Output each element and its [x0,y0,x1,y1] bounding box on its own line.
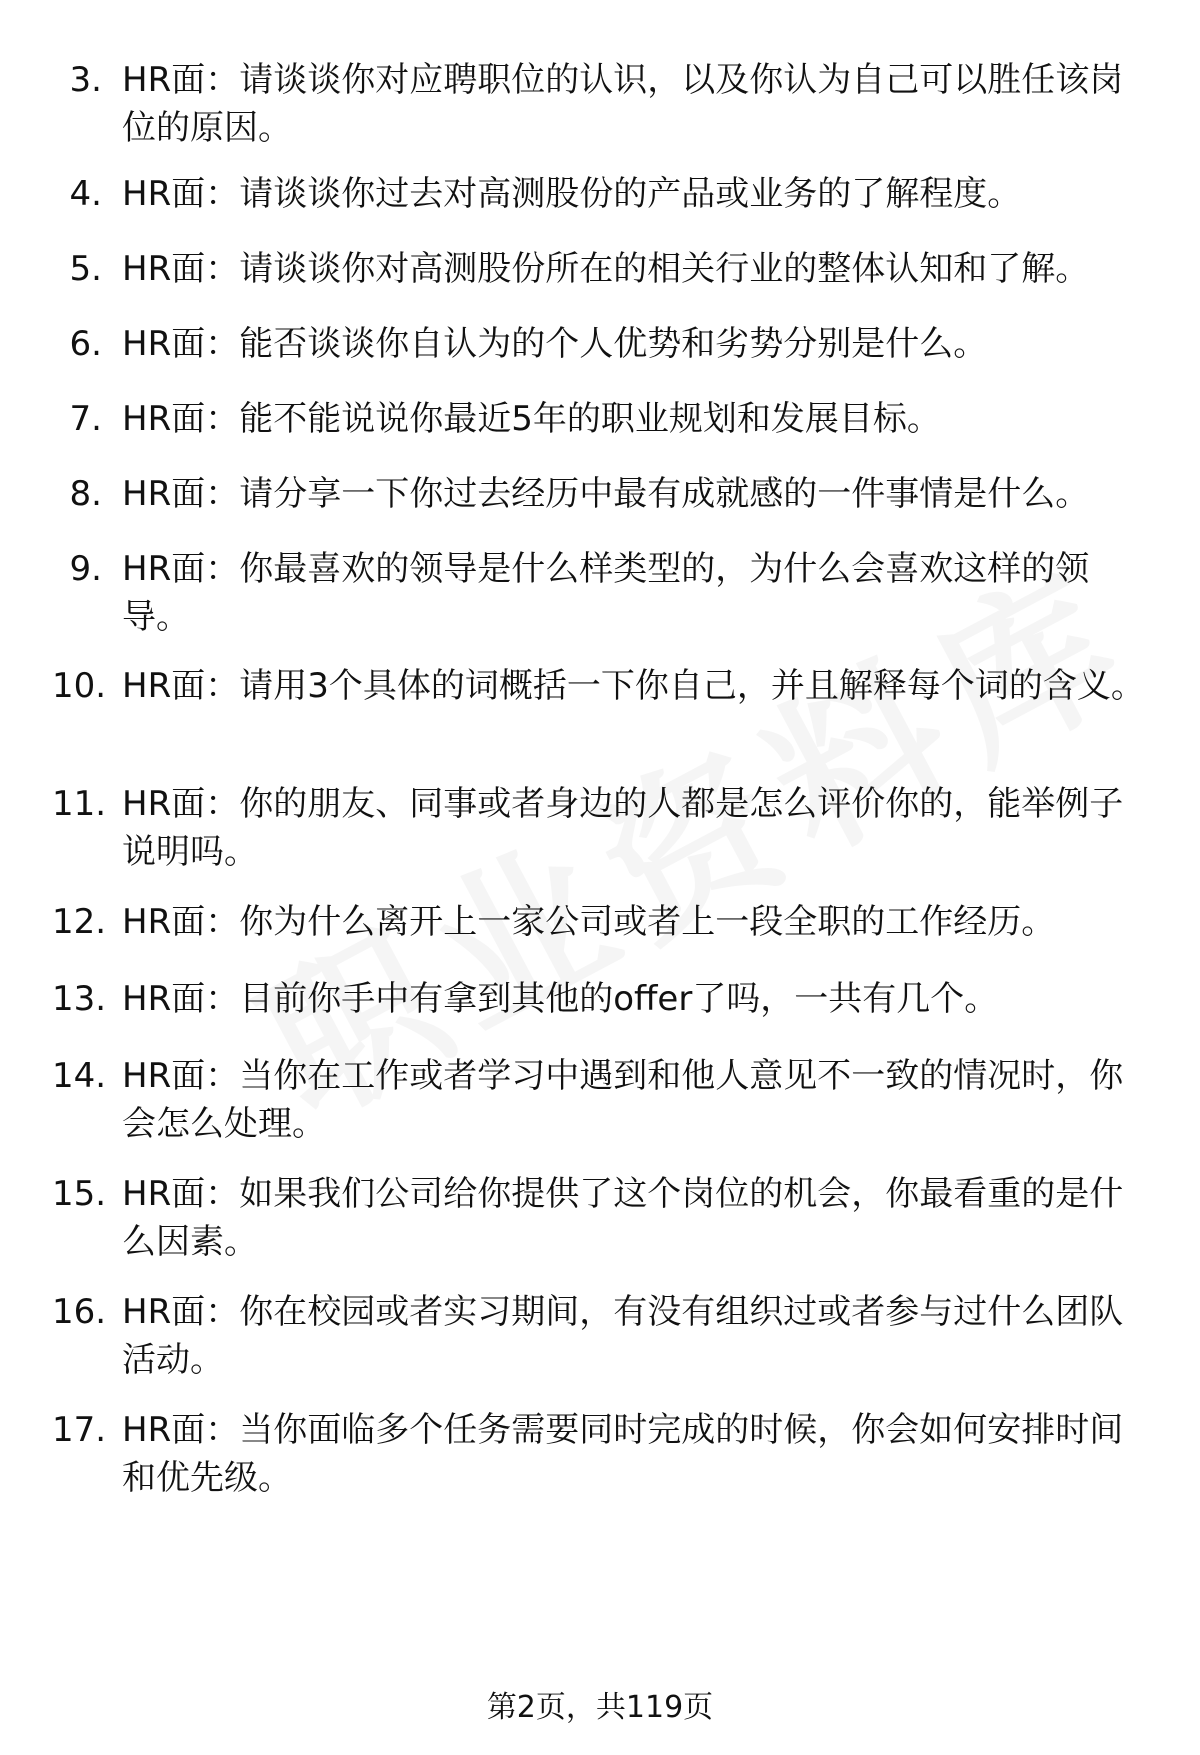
question-item [52,780,1152,876]
question-item [52,1288,1152,1384]
question-number: 7. [69,399,102,439]
question-item [52,395,1152,443]
question-item [52,975,1152,1023]
question-item [52,1052,1152,1148]
question-item [52,662,1152,710]
question-item [52,56,1152,152]
question-number: 6. [69,324,102,364]
question-text: HR面：请用3个具体的词概括一下你自己，并且解释每个词的含义。 [122,666,1145,706]
question-number: 8. [69,474,102,514]
question-number: 4. [69,174,102,214]
question-text: HR面：请谈谈你过去对高测股份的产品或业务的了解程度。 [122,174,1022,214]
question-text: HR面：如果我们公司给你提供了这个岗位的机会，你最看重的是什么因素。 [122,1174,1124,1262]
question-number: 16. [52,1292,107,1332]
question-item [52,545,1152,641]
question-text: HR面：能不能说说你最近5年的职业规划和发展目标。 [122,399,941,439]
question-text: HR面：请谈谈你对高测股份所在的相关行业的整体认知和了解。 [122,249,1090,289]
question-number: 3. [69,60,102,100]
question-text: HR面：请谈谈你对应聘职位的认识，以及你认为自己可以胜任该岗位的原因。 [122,60,1124,148]
question-text: HR面：当你在工作或者学习中遇到和他人意见不一致的情况时，你会怎么处理。 [122,1056,1124,1144]
question-item [52,245,1152,293]
question-number: 11. [52,784,107,824]
question-item [52,320,1152,368]
question-item [52,170,1152,218]
question-text: HR面：你在校园或者实习期间，有没有组织过或者参与过什么团队活动。 [122,1292,1124,1380]
question-item [52,1406,1152,1502]
question-number: 10. [52,666,107,706]
question-item [52,898,1152,946]
question-number: 14. [52,1056,107,1096]
question-number: 5. [69,249,102,289]
question-text: HR面：请分享一下你过去经历中最有成就感的一件事情是什么。 [122,474,1090,514]
question-number: 9. [69,549,102,589]
question-text: HR面：你为什么离开上一家公司或者上一段全职的工作经历。 [122,902,1056,942]
question-text: HR面：你最喜欢的领导是什么样类型的，为什么会喜欢这样的领导。 [122,549,1090,637]
question-text: HR面：当你面临多个任务需要同时完成的时候，你会如何安排时间和优先级。 [122,1410,1124,1498]
question-number: 15. [52,1174,107,1214]
page-footer: 第2页，共119页 [486,1690,714,1725]
question-text: HR面：目前你手中有拿到其他的offer了吗，一共有几个。 [122,979,999,1019]
question-number: 12. [52,902,107,942]
question-number: 13. [52,979,107,1019]
question-text: HR面：能否谈谈你自认为的个人优势和劣势分别是什么。 [122,324,988,364]
question-text: HR面：你的朋友、同事或者身边的人都是怎么评价你的，能举例子说明吗。 [122,784,1124,872]
question-item [52,1170,1152,1266]
question-item [52,470,1152,518]
question-number: 17. [52,1410,107,1450]
